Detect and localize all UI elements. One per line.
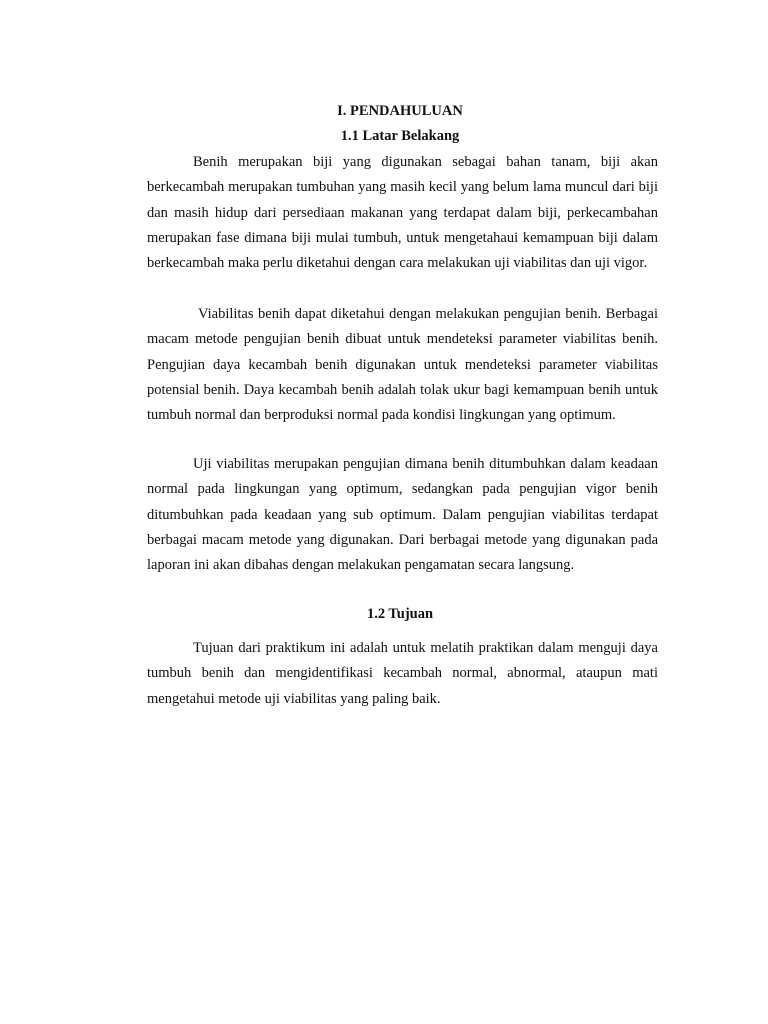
paragraph-viabilitas: Viabilitas benih dapat diketahui dengan melakukan pengujian benih. Berbagai macam metode pengujian benih dibuat untuk mendeteksi parameter viabilitas benih. Pengujian daya kecambah benih digunakan untuk mendeteksi parameter viabilitas potensial benih. Daya kecambah benih adalah tolak ukur bagi kemampuan benih untuk tumbuh normal dan berproduksi normal pada kondisi lingkungan yang optimum. <box>147 306 658 424</box>
section-title-tujuan: 1.2 Tujuan <box>366 606 434 622</box>
paragraph-uji-viabilitas: Uji viabilitas merupakan pengujian dimana benih ditumbuhkan dalam keadaan normal pada lingkungan yang optimum, sedangkan pada pengujian vigor benih ditumbuhkan pada keadaan yang sub optimum. Dalam pengujian viabilitas terdapat berbagai macam metode yang digunakan. Dari berbagai metode yang digunakan pada laporan ini akan dibahas dengan melakukan pengamatan secara langsung. <box>147 456 658 574</box>
paragraph-tujuan: Tujuan dari praktikum ini adalah untuk melatih praktikan dalam menguji daya tumbuh benih dan mengidentifikasi kecambah normal, abnormal, ataupun mati mengetahui metode uji viabilitas yang paling baik. <box>147 640 658 707</box>
paragraph-benih: Benih merupakan biji yang digunakan sebagai bahan tanam, biji akan berkecambah merupakan tumbuhan yang masih kecil yang belum lama muncul dari biji dan masih hidup dari persediaan makanan yang terdapat dalam biji, perkecambahan merupakan fase dimana biji mulai tumbuh, untuk mengetahaui kemampuan biji dalam berkecambah maka perlu diketahui dengan cara melakukan uji viabilitas dan uji vigor. <box>147 154 658 272</box>
chapter-title: I. PENDAHULUAN <box>337 103 463 119</box>
section-title-latar-belakang: 1.1 Latar Belakang <box>340 128 460 144</box>
